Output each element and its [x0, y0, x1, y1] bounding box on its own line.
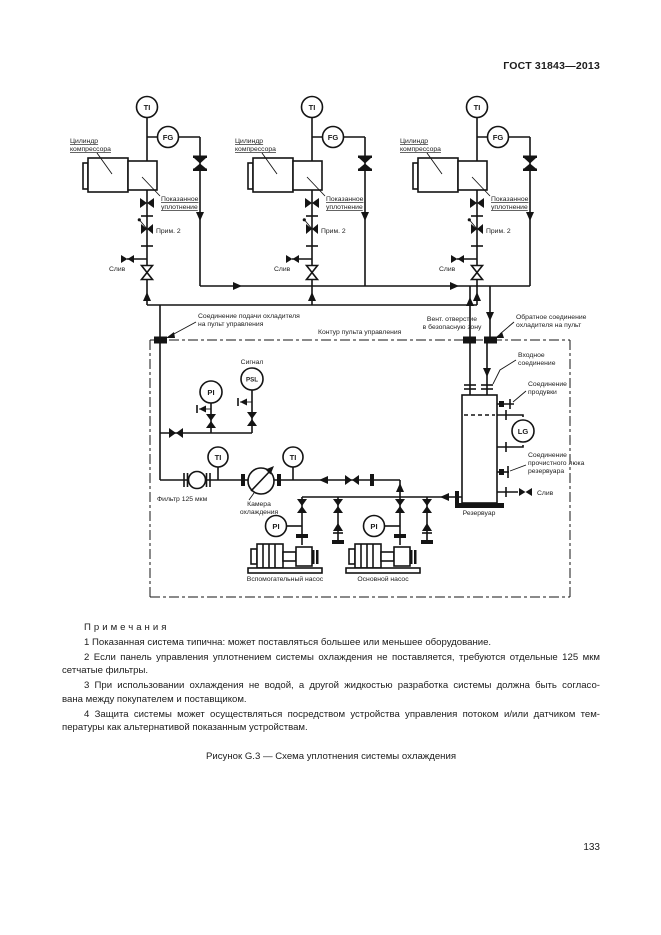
aux-pump-pi-label: PI [272, 521, 280, 531]
note-item-2 [62, 651, 600, 678]
reservoir-label: Резервуар [462, 510, 496, 517]
purge-connection-label-line2: продувки [528, 389, 557, 396]
figure-caption: Рисунок G.3 — Схема уплотнения системы охлаждения [205, 751, 457, 762]
flow-arrow-left-icon [440, 493, 449, 501]
flange-block [370, 474, 374, 486]
inlet-connection-label-line2: соединение [518, 360, 556, 367]
check-valve-icon [333, 523, 343, 531]
cleanout-label-line1: Соединение [528, 452, 567, 459]
filter-symbol [184, 472, 210, 489]
notes-heading: Примечания [84, 622, 170, 633]
ti-line-indicator-label: TI [214, 452, 222, 462]
panel-connection-flange [484, 337, 497, 344]
psl-isolation-valve-icon [247, 412, 257, 426]
filter-label: Фильтр 125 мкм [157, 496, 208, 503]
check-valve-icon [422, 523, 432, 531]
line-valve-icon [345, 475, 359, 485]
note-line: пературы как альтернативой показанным устройствам. [62, 722, 308, 734]
return-connection-label-line1: Обратное соединение [516, 314, 587, 321]
main-pump-pi-label: PI [370, 521, 378, 531]
pi-isolation-valve-icon [206, 414, 216, 428]
inlet-connection-label-line1: Входное [518, 352, 545, 359]
flow-arrow-down-icon [483, 368, 491, 377]
vent-label-line2: в безопасную зону [422, 324, 482, 331]
compressor-unit-2 [235, 97, 372, 306]
pi-vent-valve-icon [197, 405, 206, 413]
pi-indicator-label: PI [207, 387, 215, 397]
leader-arrow-icon [495, 332, 504, 338]
lg-indicator-label: LG [517, 426, 529, 436]
panel-loop-label: Контур пульта управления [318, 329, 402, 336]
cooling-chamber-label-line1: Камера [247, 501, 271, 508]
psl-indicator-label: PSL [245, 376, 259, 384]
note-line: 4 Защита системы может осуществляться посредством устройства управления потоком и/или датчиком тем- [84, 708, 600, 720]
note-item-1 [62, 636, 600, 649]
tank-drain-label: Слив [537, 490, 554, 497]
note-line: 2 Если панель управления уплотнением системы охлаждения не поставляется, требуются отдельные 125 мкм [84, 652, 600, 663]
flange-block [455, 491, 459, 503]
supply-connection-label-line2: на пульт управления [198, 321, 264, 328]
flow-arrow-down-icon [486, 312, 494, 321]
page-number: 133 [583, 842, 600, 853]
compressor-unit-1 [70, 97, 207, 306]
main-pump-label: Основной насос [357, 576, 409, 583]
flow-arrow-left-icon [319, 476, 328, 484]
note-item-3 [62, 679, 600, 706]
purge-connection [497, 399, 514, 409]
leader-arrow-icon [166, 332, 175, 338]
aux-pump-label: Вспомогательный насос [246, 576, 324, 583]
cleanout-label-line3: резервуара [528, 468, 565, 475]
flow-arrow-right-icon [233, 282, 242, 290]
compressor-unit-3 [400, 97, 537, 306]
reservoir-vessel [455, 340, 504, 508]
tank-drain [497, 487, 532, 497]
cleanout-label-line2: прочистного люка [528, 460, 585, 467]
main-pump-assembly [346, 497, 433, 573]
cleanout-connection [497, 466, 509, 478]
note-item-4 [62, 708, 600, 735]
flow-arrow-up-icon [396, 483, 404, 492]
note-line: вана между покупателем и поставщиком. [62, 693, 247, 705]
note-line: 1 Показанная система типична: может поставляться большее или меньшее оборудование. [84, 637, 492, 648]
ti-line-indicator-label: TI [289, 452, 297, 462]
signal-label: Сигнал [240, 359, 264, 366]
note-line: 3 При использовании охлаждения не водой, а другой жидкостью разработка системы должна быть согласо- [84, 680, 600, 692]
branch-valve-icon [169, 428, 183, 438]
notes-block [62, 621, 600, 735]
flow-arrow-right-icon [450, 282, 459, 290]
supply-connection-label-line1: Соединение подачи охладителя [198, 313, 300, 320]
psl-vent-valve-icon [238, 398, 247, 406]
vent-label-line1: Вент. отверстие [426, 316, 478, 323]
return-connection-label-line2: охладителя на пульт [516, 322, 582, 329]
flow-arrow-up-icon [466, 297, 474, 306]
note-line: сетчатые фильтры. [62, 665, 149, 677]
purge-connection-label-line1: Соединение [528, 381, 567, 388]
cooling-chamber-label-line2: охлаждения [239, 509, 279, 516]
document-header: ГОСТ 31843—2013 [503, 60, 600, 72]
